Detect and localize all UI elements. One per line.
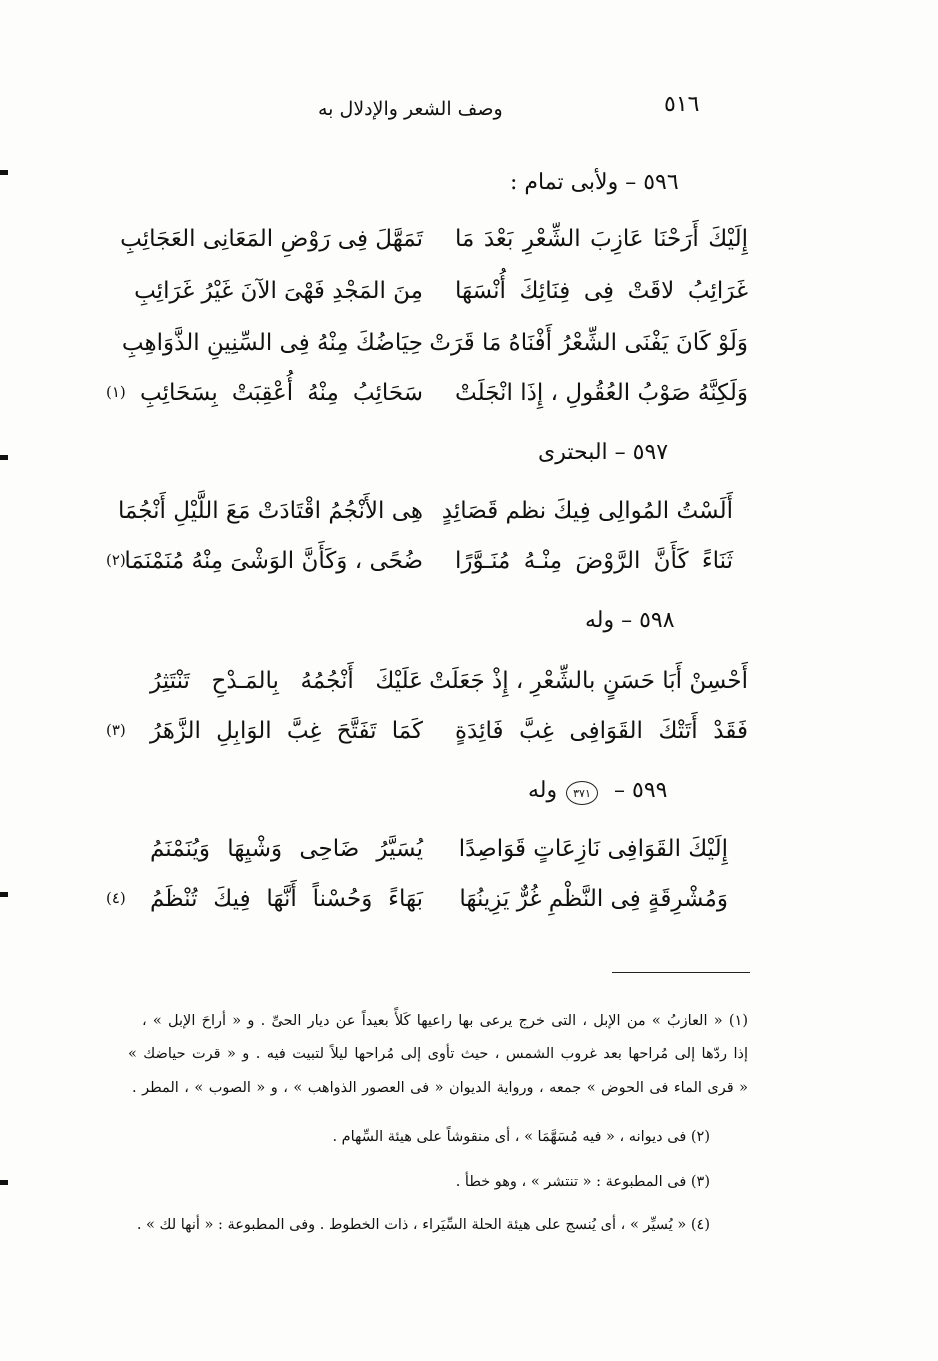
verse-first-hemistich: إِلَيْكَ القَوَافِى نَازِعَاتٍ قَوَاصِدًا xyxy=(458,836,728,862)
poem-heading: ٥٩٨ – وله xyxy=(585,608,675,633)
margin-mark xyxy=(0,1180,8,1185)
footnote-marker: (٣) xyxy=(106,721,126,739)
verse-second-hemistich: بَهَاءً وَحُسْناً أَنَّهَا فِيكَ تُنْظَمُ xyxy=(150,886,423,912)
footnote-3: (٣) فى المطبوعة : « تنتشر » ، وهو خطأ . xyxy=(455,1174,710,1190)
verse-second-hemistich: تَمَهَّلَ فِى رَوْضِ المَعَانِى العَجَائِبِ xyxy=(120,226,423,252)
poem-heading-number: ٥٩٩ – xyxy=(614,778,668,803)
poem-heading: ٥٩٧ – البحترى xyxy=(538,440,669,465)
footnote-1-line-1: (١) « العازبُ » من الإبل ، التى خرج يرعى بها راعيها كَلأً بعيداً عن ديار الحىِّ . و « أراحَ الإبل » ، xyxy=(142,1013,748,1029)
verse-first-hemistich: وَلَكِنَّهُ صَوْبُ العُقُولِ ، إِذَا انْجَلَتْ xyxy=(455,380,748,406)
running-title: وصف الشعر والإدلال به xyxy=(318,98,503,120)
page-reference-badge: ٣٧١ xyxy=(566,781,598,805)
footnote-marker: (٤) xyxy=(106,889,126,907)
verse-first-hemistich: وَمُشْرِقَةٍ فِى النَّظْمِ غُرٌّ يَزِينُهَا xyxy=(459,886,728,912)
footnote-4: (٤) « يُسيِّر » ، أى يُنسج على هيئة الحلة السِّيَراء ، ذات الخطوط . وفى المطبوعة : « أنها لك » . xyxy=(136,1217,710,1233)
verse-second-hemistich: مِنَ المَجْدِ فَهْىَ الآنَ غَيْرُ غَرَائِبِ xyxy=(134,278,423,304)
verse-second-hemistich: يُسَيَّرُ ضَاحِى وَشْيِهَا وَيُنَمْنَمُ xyxy=(150,836,423,862)
verse-second-hemistich: ضُحًى ، وَكَأَنَّ الوَشْىَ مِنْهُ مُنَمْنَمَا xyxy=(124,548,423,574)
margin-mark xyxy=(0,455,8,460)
footnote-separator xyxy=(612,972,750,973)
verse-first-hemistich: أَلَسْتُ المُوالِى فِيكَ نظم قَصَائِدٍ xyxy=(441,498,733,524)
poem-heading-name: وله xyxy=(528,778,558,803)
verse-first-hemistich: غَرَائِبُ لاقَتْ فِى فِنَائِكَ أُنْسَهَا xyxy=(455,278,748,304)
verse-second-hemistich: حِيَاضُكَ مِنْهُ فِى السِّنِينِ الذَّوَاهِبِ xyxy=(121,330,423,356)
footnote-marker: (٢) xyxy=(106,551,126,569)
verse-first-hemistich: ثَنَاءً كَأَنَّ الرَّوْضَ مِنْـهُ مُنَـوَّرًا xyxy=(455,548,733,574)
footnote-1-line-2: إذا ردّها إلى مُراحها بعد غروب الشمس ، حيث تأوى إلى مُراحها ليلاً لتبيت فيه . و « قرت حياضك » xyxy=(128,1046,748,1062)
verse-first-hemistich: فَقَدْ أَتَتْكَ القَوَافِى غِبَّ فَائِدَةٍ xyxy=(455,718,748,744)
page-number: ٥١٦ xyxy=(664,92,700,117)
poem-heading: ٥٩٦ – ولأبى تمام : xyxy=(510,170,679,195)
verse-second-hemistich: سَحَائِبُ مِنْهُ أُعْقِبَتْ بِسَحَائِبِ xyxy=(140,380,423,406)
margin-mark xyxy=(0,170,8,175)
footnote-marker: (١) xyxy=(106,383,126,401)
verse-first-hemistich: أَحْسِنْ أَبَا حَسَنٍ بالشِّعْرِ ، إِذْ جَعَلَتْ xyxy=(429,668,748,694)
verse-first-hemistich: وَلَوْ كَانَ يَفْنَى الشِّعْرُ أَفْنَاهُ مَا قَرَتْ xyxy=(429,330,748,356)
margin-mark xyxy=(0,892,8,897)
verse-second-hemistich: عَلَيْكَ أَنْجُمُهُ بِالمَـدْحِ تَنْتَثِرُ xyxy=(150,668,423,694)
verse-second-hemistich: هِى الأَنْجُمُ اقْتَادَتْ مَعَ اللَّيْلِ أَنْجُمَا xyxy=(117,498,423,524)
footnote-2: (٢) فى ديوانه ، « فيه مُسَهَّمَا » ، أى منقوشاً على هيئة السِّهام . xyxy=(332,1129,710,1145)
verse-first-hemistich: إِلَيْكَ أَرَحْنَا عَازِبَ الشِّعْرِ بَعْدَ مَا xyxy=(455,226,748,252)
verse-second-hemistich: كَمَا تَفَتَّحَ غِبَّ الوَابِلِ الزَّهَرُ xyxy=(150,718,423,744)
footnote-1-line-3: « قرى الماء فى الحوض » جمعه ، ورواية الديوان « فى العصور الذواهب » ، و « الصوب » ، المطر . xyxy=(132,1080,748,1096)
